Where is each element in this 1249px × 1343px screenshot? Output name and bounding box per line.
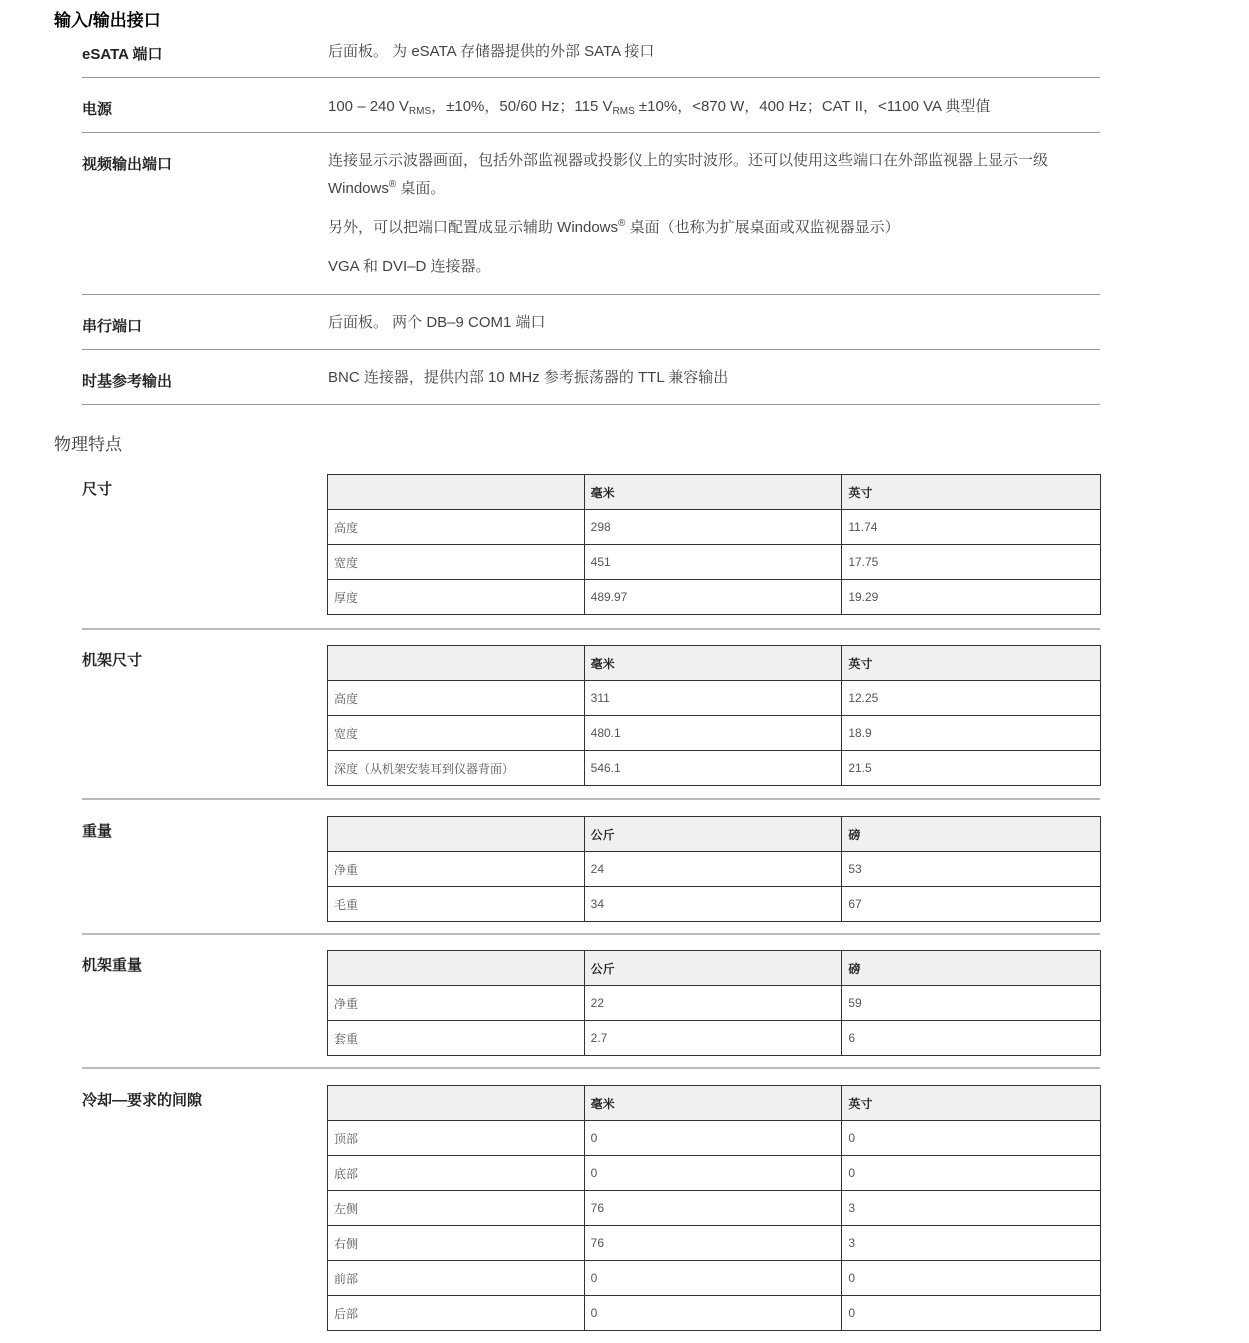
io-section-title: 输入/输出接口 [54, 11, 161, 30]
spec-row-timebase [82, 350, 1100, 405]
cell: 3 [842, 1191, 1101, 1226]
video-paragraph-3: VGA 和 DVI–D 连接器。 [328, 258, 491, 275]
cell: 17.75 [842, 545, 1101, 580]
cell: 左侧 [328, 1191, 585, 1226]
table-row [328, 751, 1101, 786]
table-row [328, 1156, 1101, 1191]
cell: 右侧 [328, 1226, 585, 1261]
spec-value: 后面板。 两个 DB–9 COM1 端口 [328, 314, 546, 331]
cell: 顶部 [328, 1121, 585, 1156]
text: 100 – 240 V [328, 98, 409, 115]
cell: 546.1 [584, 751, 842, 786]
table-row [328, 1021, 1101, 1056]
spec-row-power [82, 78, 1100, 133]
header-cell: 公斤 [584, 817, 842, 852]
text: 另外，可以把端口配置成显示辅助 Windows [328, 219, 619, 236]
header-cell: 毫米 [584, 1086, 842, 1121]
table-row [328, 1261, 1101, 1296]
rack-dimensions-table [327, 645, 1101, 786]
cell: 19.29 [842, 580, 1101, 615]
table-row [328, 510, 1101, 545]
text: 桌面。 [396, 180, 446, 197]
cell: 0 [584, 1296, 842, 1331]
header-cell: 毫米 [584, 475, 842, 510]
phys-label: 重量 [82, 823, 113, 840]
header-cell [328, 817, 585, 852]
header-cell [328, 475, 585, 510]
cell: 0 [842, 1261, 1101, 1296]
table-row [328, 681, 1101, 716]
cell: 76 [584, 1226, 842, 1261]
cell: 0 [584, 1121, 842, 1156]
cell: 毛重 [328, 887, 585, 922]
superscript: ® [388, 179, 397, 190]
spec-value [328, 78, 1100, 121]
table-header-row [328, 817, 1101, 852]
cell: 311 [584, 681, 842, 716]
spec-row-esata [82, 34, 1100, 78]
io-spec-list [82, 34, 1100, 405]
cell: 套重 [328, 1021, 585, 1056]
header-cell: 英寸 [842, 646, 1101, 681]
table-row [328, 1121, 1101, 1156]
spec-label: 时基参考输出 [82, 373, 173, 390]
table-row [328, 545, 1101, 580]
cell: 底部 [328, 1156, 585, 1191]
cell: 宽度 [328, 716, 585, 751]
superscript: ® [618, 218, 626, 229]
text: ，±10%，50/60 Hz；115 V [431, 98, 613, 115]
cell: 高度 [328, 681, 585, 716]
cell: 净重 [328, 852, 585, 887]
subscript: RMS [408, 106, 432, 117]
phys-label: 冷却—要求的间隙 [82, 1092, 203, 1109]
cell: 0 [584, 1156, 842, 1191]
table-row [328, 580, 1101, 615]
cell: 451 [584, 545, 842, 580]
cell: 0 [842, 1156, 1101, 1191]
cell: 宽度 [328, 545, 585, 580]
spec-row-video [82, 133, 1100, 295]
weight-table [327, 816, 1101, 922]
spec-label: eSATA 端口 [82, 46, 163, 63]
divider [82, 933, 1100, 935]
cell: 59 [842, 986, 1101, 1021]
cell: 53 [842, 852, 1101, 887]
header-cell: 毫米 [584, 646, 842, 681]
cell: 后部 [328, 1296, 585, 1331]
header-cell: 英寸 [842, 475, 1101, 510]
spec-value: 后面板。 为 eSATA 存储器提供的外部 SATA 接口 [328, 43, 655, 60]
video-paragraph-1 [328, 147, 1100, 203]
physical-section-title: 物理特点 [54, 435, 122, 454]
cell: 21.5 [842, 751, 1101, 786]
spec-value [328, 133, 1100, 281]
cell: 480.1 [584, 716, 842, 751]
cell: 18.9 [842, 716, 1101, 751]
table-row [328, 1191, 1101, 1226]
cell: 34 [584, 887, 842, 922]
table-row [328, 887, 1101, 922]
table-row [328, 1296, 1101, 1331]
spec-label: 电源 [82, 101, 113, 118]
cell: 22 [584, 986, 842, 1021]
cell: 0 [842, 1296, 1101, 1331]
cell: 298 [584, 510, 842, 545]
header-cell [328, 1086, 585, 1121]
rack-weight-table [327, 950, 1101, 1056]
table-header-row [328, 646, 1101, 681]
cell: 净重 [328, 986, 585, 1021]
subscript: RMS [612, 106, 635, 117]
cell: 67 [842, 887, 1101, 922]
cell: 6 [842, 1021, 1101, 1056]
cell: 厚度 [328, 580, 585, 615]
header-cell: 英寸 [842, 1086, 1101, 1121]
phys-label: 尺寸 [82, 481, 113, 498]
cell: 2.7 [584, 1021, 842, 1056]
divider [82, 1067, 1100, 1069]
divider [82, 628, 1100, 630]
cell: 0 [842, 1121, 1101, 1156]
header-cell: 公斤 [584, 951, 842, 986]
cell: 24 [584, 852, 842, 887]
table-row [328, 716, 1101, 751]
header-cell: 磅 [842, 951, 1101, 986]
cooling-clearance-table [327, 1085, 1101, 1331]
spec-value: BNC 连接器，提供内部 10 MHz 参考振荡器的 TTL 兼容输出 [328, 369, 729, 386]
dimensions-table [327, 474, 1101, 615]
cell: 3 [842, 1226, 1101, 1261]
header-cell [328, 951, 585, 986]
spec-row-serial [82, 295, 1100, 350]
spec-label: 串行端口 [82, 318, 143, 335]
cell: 489.97 [584, 580, 842, 615]
cell: 11.74 [842, 510, 1101, 545]
phys-label: 机架重量 [82, 957, 143, 974]
header-cell [328, 646, 585, 681]
phys-label: 机架尺寸 [82, 652, 143, 669]
text: 连接显示示波器画面，包括外部监视器或投影仪上的实时波形。还可以使用这些端口在外部监视器上显示一级 Windows [328, 152, 1049, 197]
cell: 12.25 [842, 681, 1101, 716]
table-row [328, 852, 1101, 887]
table-row [328, 986, 1101, 1021]
cell: 0 [584, 1261, 842, 1296]
table-header-row [328, 951, 1101, 986]
cell: 深度（从机架安装耳到仪器背面） [328, 751, 585, 786]
table-row [328, 1226, 1101, 1261]
table-header-row [328, 475, 1101, 510]
divider [82, 798, 1100, 800]
video-paragraph-2 [328, 214, 1100, 242]
text: 桌面（也称为扩展桌面或双监视器显示） [625, 219, 900, 236]
text: ±10%，<870 W，400 Hz；CAT II，<1100 VA 典型值 [634, 98, 991, 115]
cell: 76 [584, 1191, 842, 1226]
header-cell: 磅 [842, 817, 1101, 852]
cell: 前部 [328, 1261, 585, 1296]
spec-label: 视频输出端口 [82, 156, 173, 173]
table-header-row [328, 1086, 1101, 1121]
cell: 高度 [328, 510, 585, 545]
